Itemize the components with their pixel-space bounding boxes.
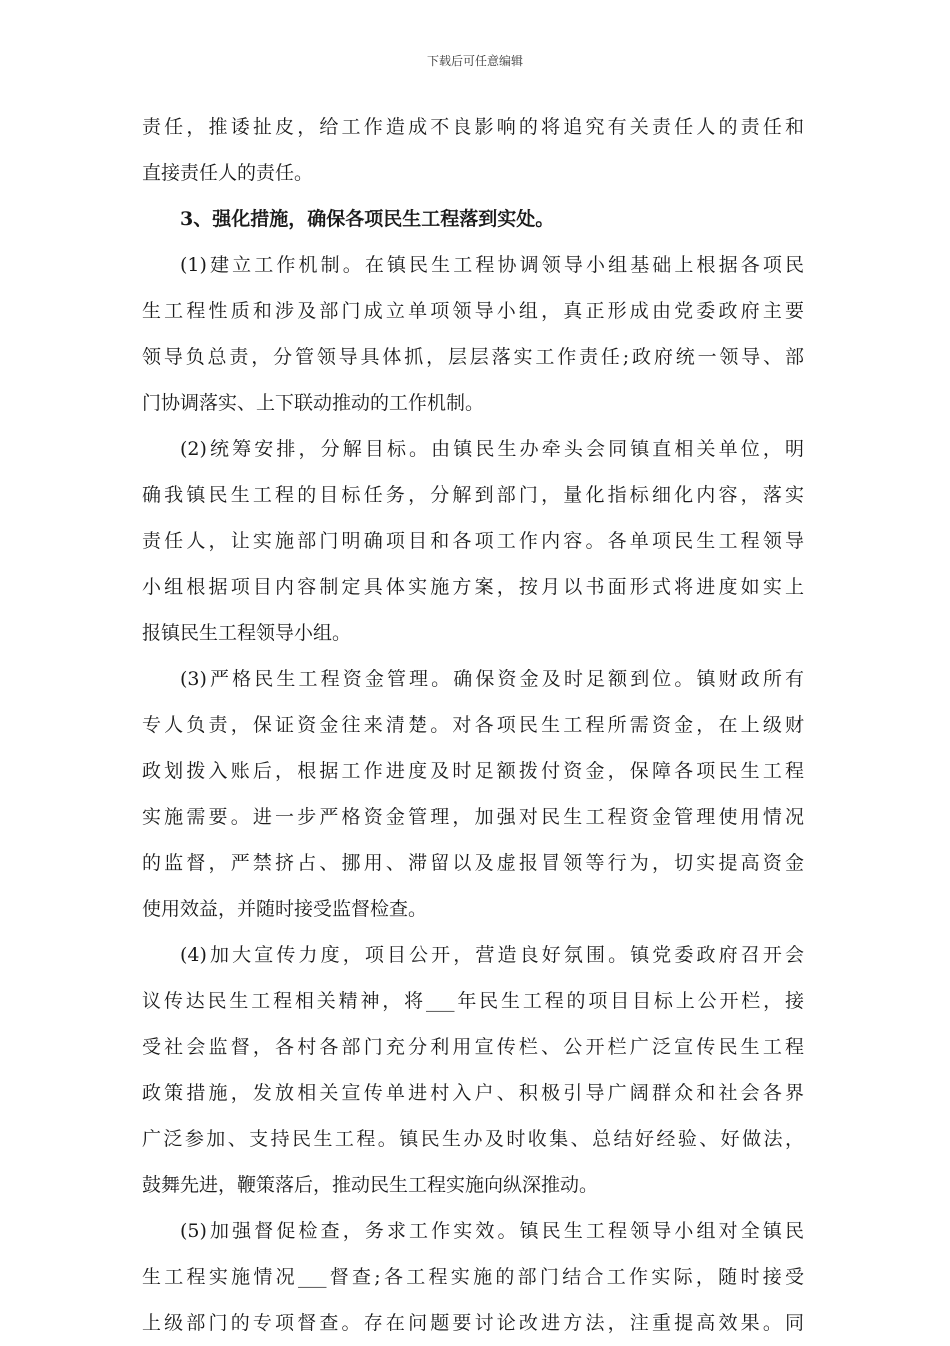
text-line: 领导负总责，分管领导具体抓，层层落实工作责任;政府统一领导、部 <box>142 346 804 368</box>
text-line: 报镇民生工程领导小组。 <box>142 622 352 644</box>
text-line: 实施需要。进一步严格资金管理，加强对民生工程资金管理使用情况 <box>142 806 804 828</box>
text-line: 生工程性质和涉及部门成立单项领导小组，真正形成由党委政府主要 <box>142 300 804 322</box>
text-line: 广泛参加、支持民生工程。镇民生办及时收集、总结好经验、好做法， <box>142 1128 804 1150</box>
text-line: 生工程实施情况___督查;各工程实施的部门结合工作实际，随时接受 <box>142 1266 804 1288</box>
text-line: 的监督，严禁挤占、挪用、滞留以及虚报冒领等行为，切实提高资金 <box>142 852 804 874</box>
page-header: 下载后可任意编辑 <box>426 54 523 68</box>
text-line: (5)加强督促检查，务求工作实效。镇民生工程领导小组对全镇民 <box>180 1220 804 1242</box>
text-line: 受社会监督，各村各部门充分利用宣传栏、公开栏广泛宣传民生工程 <box>142 1036 804 1058</box>
text-line: 责任，推诿扯皮，给工作造成不良影响的将追究有关责任人的责任和 <box>142 116 804 138</box>
text-line: 小组根据项目内容制定具体实施方案，按月以书面形式将进度如实上 <box>142 576 804 598</box>
text-line: (1)建立工作机制。在镇民生工程协调领导小组基础上根据各项民 <box>180 254 804 276</box>
text-line: 政策措施，发放相关宣传单进村入户、积极引导广阔群众和社会各界 <box>142 1082 804 1104</box>
text-line: 门协调落实、上下联动推动的工作机制。 <box>142 392 485 414</box>
section-heading: 3、强化措施，确保各项民生工程落到实处。 <box>180 208 555 230</box>
text-line: 直接责任人的责任。 <box>142 162 314 184</box>
text-line: (4)加大宣传力度，项目公开，营造良好氛围。镇党委政府召开会 <box>180 944 804 966</box>
text-line: 专人负责，保证资金往来清楚。对各项民生工程所需资金，在上级财 <box>142 714 804 736</box>
document-body <box>142 104 804 1346</box>
text-line: 上级部门的专项督查。存在问题要讨论改进方法，注重提高效果。同 <box>142 1312 804 1334</box>
text-line: (2)统筹安排，分解目标。由镇民生办牵头会同镇直相关单位，明 <box>180 438 804 460</box>
text-line: 责任人，让实施部门明确项目和各项工作内容。各单项民生工程领导 <box>142 530 804 552</box>
text-line: (3)严格民生工程资金管理。确保资金及时足额到位。镇财政所有 <box>180 668 804 690</box>
text-line: 政划拨入账后，根据工作进度及时足额拨付资金，保障各项民生工程 <box>142 760 804 782</box>
text-line: 议传达民生工程相关精神，将___年民生工程的项目目标上公开栏，接 <box>142 990 804 1012</box>
text-line: 确我镇民生工程的目标任务，分解到部门，量化指标细化内容，落实 <box>142 484 804 506</box>
text-line: 鼓舞先进，鞭策落后，推动民生工程实施向纵深推动。 <box>142 1174 599 1196</box>
text-line: 使用效益，并随时接受监督检查。 <box>142 898 428 920</box>
